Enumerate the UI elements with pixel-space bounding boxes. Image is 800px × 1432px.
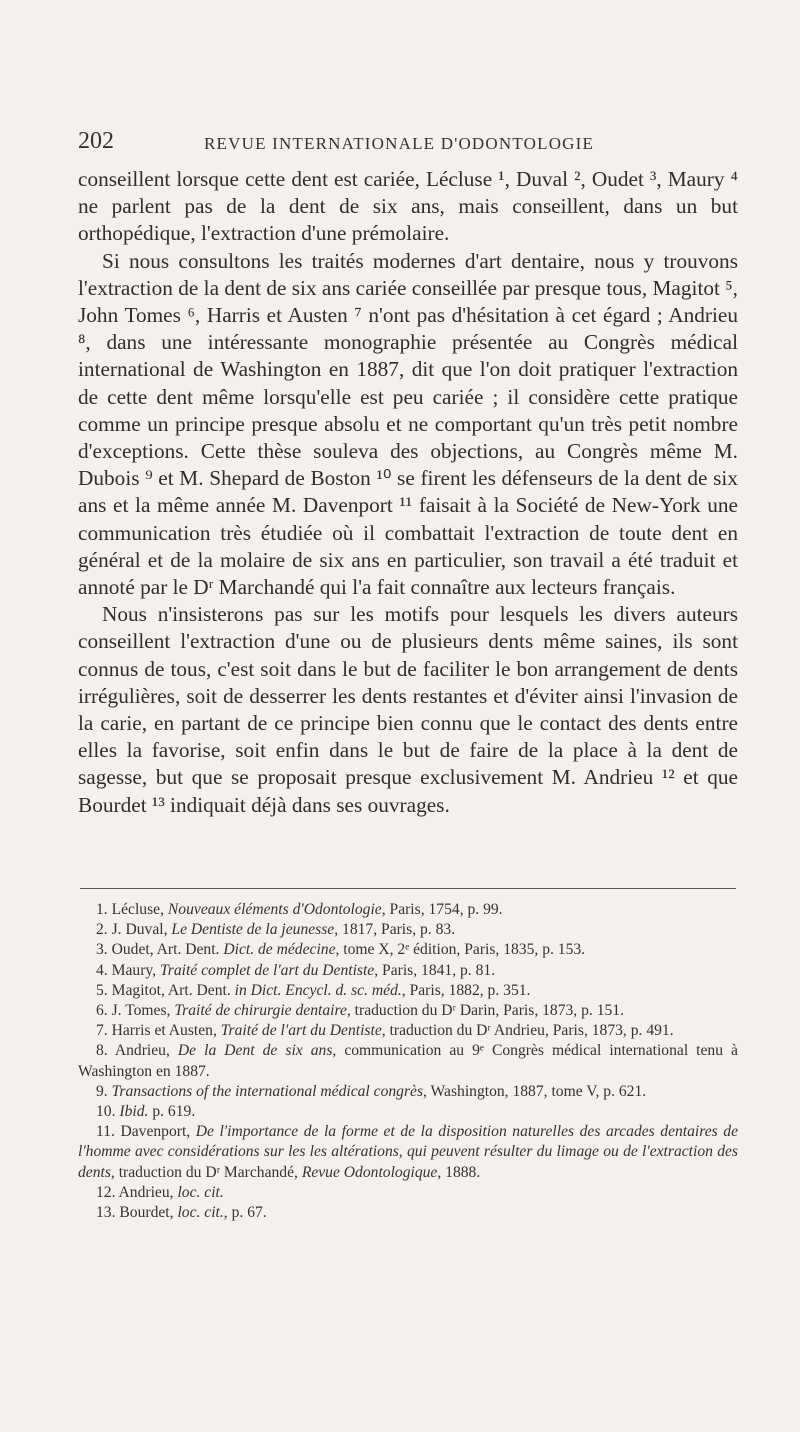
page-number: 202	[78, 128, 114, 154]
footnote-8: 8. Andrieu, De la Dent de six ans, communication au 9ᵉ Congrès médical international tenu à Washington en 1887.	[78, 1042, 738, 1080]
paragraph-1: conseillent lorsque cette dent est cariée, Lécluse ¹, Duval ², Oudet ³, Maury ⁴ ne parlent pas de la dent de six ans, mais conseillent, dans un but orthopédique, l'extraction d'une prémolaire.	[78, 167, 738, 246]
footnote-13: 13. Bourdet, loc. cit., p. 67.	[96, 1204, 267, 1222]
footnote-2: 2. J. Duval, Le Dentiste de la jeunesse, 1817, Paris, p. 83.	[96, 921, 456, 939]
footnote-6: 6. J. Tomes, Traité de chirurgie dentaire, traduction du Dʳ Darin, Paris, 1873, p. 151.	[96, 1002, 624, 1020]
footnote-5: 5. Magitot, Art. Dent. in Dict. Encycl. d. sc. méd., Paris, 1882, p. 351.	[96, 981, 531, 999]
footnotes	[78, 900, 738, 1223]
page-header	[78, 128, 738, 158]
footnote-separator	[80, 888, 736, 889]
footnote-3: 3. Oudet, Art. Dent. Dict. de médecine, tome X, 2ᵉ édition, Paris, 1835, p. 153.	[96, 941, 586, 959]
footnote-10: 10. Ibid. p. 619.	[96, 1103, 196, 1121]
footnote-11: 11. Davenport, De l'importance de la forme et de la disposition naturelles des arcades dentaires de l'homme avec considérations sur les les altérations, qui peuvent résulter du limage ou de l'extraction des dents, traduction du Dʳ Marchandé, Revue Odontologique, 1888.	[78, 1123, 738, 1181]
footnote-9: 9. Transactions of the international médical congrès, Washington, 1887, tome V, p. 621.	[96, 1082, 647, 1100]
footnote-12: 12. Andrieu, loc. cit.	[96, 1183, 224, 1201]
footnote-7: 7. Harris et Austen, Traité de l'art du Dentiste, traduction du Dʳ Andrieu, Paris, 1873, p. 491.	[96, 1022, 674, 1040]
running-head: REVUE INTERNATIONALE D'ODONTOLOGIE	[204, 134, 595, 153]
paragraph-2: Si nous consultons les traités modernes d'art dentaire, nous y trouvons l'extraction de la dent de six ans cariée conseillée par presque tous, Magitot ⁵, John Tomes ⁶, Harris et Austen ⁷ n'ont pas d'hésitation à cet égard ; Andrieu ⁸, dans une intéressante monographie présentée au Congrès médical international de Washington en 1887, dit que l'on doit pratiquer l'extraction de cette dent même lorsqu'elle est peu cariée ; il considère cette pratique comme un principe presque absolu et ne comportant qu'un très petit nombre d'exceptions. Cette thèse souleva des objections, au Congrès même M. Dubois ⁹ et M. Shepard de Boston ¹⁰ se firent les défenseurs de la dent de six ans et la même année M. Davenport ¹¹ faisait à la Société de New-York une communication très étudiée où il combattait l'extraction de toute dent en général et de la molaire de six ans en particulier, son travail a été traduit et annoté par le Dʳ Marchandé qui l'a fait connaître aux lecteurs français.	[78, 248, 738, 600]
footnote-4: 4. Maury, Traité complet de l'art du Dentiste, Paris, 1841, p. 81.	[96, 961, 496, 979]
footnote-1: 1. Lécluse, Nouveaux éléments d'Odontologie, Paris, 1754, p. 99.	[96, 901, 503, 918]
body-text	[78, 166, 738, 819]
paragraph-3: Nous n'insisterons pas sur les motifs pour lesquels les divers auteurs conseillent l'extraction d'une ou de plusieurs dents même saines, ils sont connus de tous, c'est soit dans le but de faciliter le bon arrangement de dents irrégulières, soit de desserrer les dents restantes et d'éviter ainsi l'invasion de la carie, en partant de ce principe bien connu que le contact des dents entre elles la favorise, soit enfin dans le but de faire de la place à la dent de sagesse, but que se proposait presque exclusivement M. Andrieu ¹² et que Bourdet ¹³ indiquait déjà dans ses ouvrages.	[78, 602, 738, 817]
